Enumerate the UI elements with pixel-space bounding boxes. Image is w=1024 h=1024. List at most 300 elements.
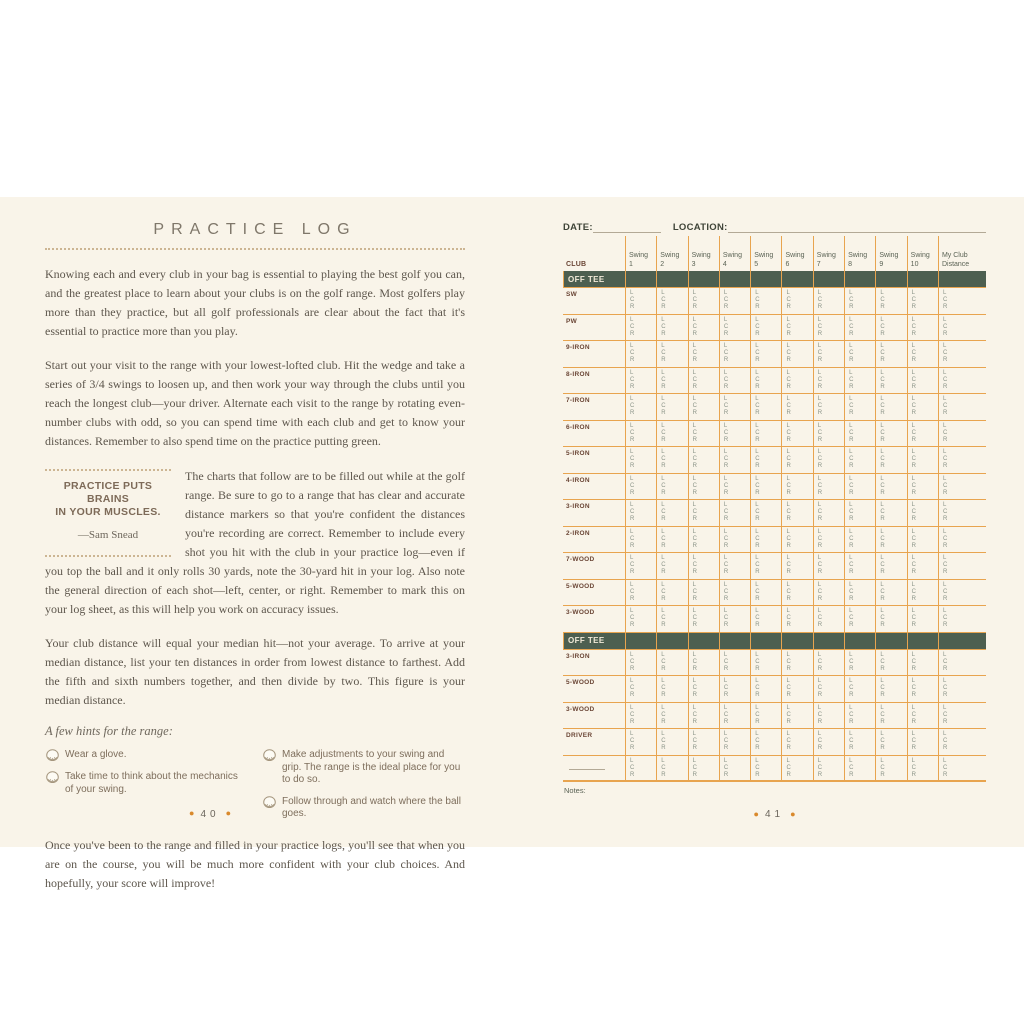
lcr-letter: R (692, 436, 697, 443)
lcr-letter: R (880, 330, 885, 337)
swing-cell (844, 729, 875, 755)
lcr-letter: R (817, 357, 823, 363)
swing-cell (844, 527, 875, 553)
lcr-letter: C (630, 323, 635, 330)
swing-cell (781, 394, 812, 420)
club-name-cell: PW (566, 317, 578, 325)
swing-cell (750, 315, 781, 341)
lcr-letter: C (880, 764, 885, 771)
lcr-letter: L (880, 651, 884, 658)
lcr-letter: L (817, 704, 822, 711)
lcr-letter: L (661, 678, 665, 684)
lcr-letter: L (849, 651, 853, 658)
lcr-letter: C (661, 456, 666, 462)
lcr-letter: C (723, 403, 729, 409)
club-name-cell: 8-IRON (566, 370, 590, 378)
lcr-letter: L (630, 502, 634, 508)
distance-cell (938, 474, 986, 500)
section-header-cell (719, 271, 750, 287)
lcr-letter: R (849, 383, 854, 390)
swing-cell (813, 580, 844, 606)
lcr-letter: L (942, 528, 947, 535)
lcr-letter: C (880, 350, 885, 356)
swing-cell (688, 341, 719, 367)
lcr-letter: R (942, 330, 948, 337)
swing-header-label: Swing (816, 252, 836, 259)
lcr-letter: R (849, 463, 854, 469)
lcr-letter: C (880, 711, 885, 718)
swing-cell (688, 703, 719, 729)
swing-cell (719, 606, 750, 632)
lcr-letter: R (849, 718, 854, 725)
swing-cell (719, 703, 750, 729)
lcr-letter: L (911, 502, 916, 508)
lcr-letter: C (723, 685, 729, 691)
distance-cell (938, 527, 986, 553)
lcr-letter: C (661, 711, 666, 718)
lcr-letter: R (661, 410, 666, 416)
lcr-letter: C (630, 615, 635, 621)
lcr-letter: R (817, 383, 823, 390)
swing-cell (688, 553, 719, 579)
swing-cell (656, 500, 687, 526)
lcr-letter: C (692, 588, 697, 595)
lcr-letter: C (630, 456, 635, 462)
lcr-letter: R (630, 330, 635, 337)
lcr-letter: R (911, 516, 917, 522)
lcr-letter: L (661, 555, 665, 561)
distance-cell (938, 421, 986, 447)
lcr-letter: L (880, 757, 884, 764)
lcr-letter: C (817, 685, 823, 691)
lcr-letter: R (786, 410, 791, 416)
lcr-letter: R (817, 718, 823, 725)
lcr-letter: C (786, 711, 791, 718)
swing-cell (719, 729, 750, 755)
lcr-letter: R (692, 463, 697, 469)
lcr-letter: C (692, 711, 697, 718)
swing-cell (750, 756, 781, 781)
lcr-letter: R (723, 357, 729, 363)
swing-cell (656, 368, 687, 394)
swing-cell (844, 447, 875, 473)
lcr-letter: C (755, 429, 760, 436)
swing-header-number: 2 (660, 260, 665, 268)
lcr-letter: R (755, 745, 760, 751)
lcr-letter: L (630, 396, 634, 402)
lcr-letter: R (880, 718, 885, 725)
lcr-letter: C (786, 588, 791, 595)
lcr-letter: L (817, 475, 822, 482)
hints-intro: A few hints for the range: (45, 724, 173, 738)
lcr-letter: R (880, 745, 885, 751)
lcr-letter: L (661, 757, 665, 764)
section-header-cell (688, 633, 719, 649)
lcr-letter: C (786, 509, 791, 515)
lcr-letter: R (942, 665, 948, 672)
lcr-letter: R (630, 436, 635, 443)
lcr-letter: C (911, 297, 917, 303)
lcr-letter: L (911, 422, 916, 429)
lcr-letter: C (723, 429, 729, 436)
distance-header (938, 236, 986, 271)
lcr-letter: R (661, 516, 666, 522)
hint-text: Wear a glove. (65, 749, 127, 760)
swing-cell (781, 341, 812, 367)
lcr-letter: R (942, 489, 948, 496)
lcr-letter: C (755, 297, 760, 303)
distance-cell (938, 341, 986, 367)
swing-cell (781, 447, 812, 473)
swing-cell (813, 606, 844, 632)
lcr-letter: L (942, 290, 947, 296)
swing-cell (688, 421, 719, 447)
swing-cell (907, 394, 938, 420)
lcr-letter: R (630, 489, 635, 496)
hint-text: Take time to think about the mechanics of your swing. (65, 771, 238, 795)
lcr-letter: L (880, 704, 884, 711)
lcr-letter: R (755, 771, 760, 778)
lcr-letter: R (942, 516, 948, 522)
lcr-letter: C (786, 658, 791, 665)
lcr-letter: R (630, 771, 635, 778)
lcr-letter: L (911, 581, 916, 588)
lcr-letter: C (911, 711, 917, 718)
swing-cell (625, 474, 656, 500)
swing-cell (844, 315, 875, 341)
lcr-letter: C (911, 764, 917, 771)
lcr-letter: R (786, 745, 791, 751)
lcr-letter: R (786, 436, 791, 443)
section-header-cell (625, 271, 656, 287)
swing-header (781, 236, 812, 271)
swing-cell (875, 756, 906, 781)
lcr-letter: L (942, 757, 947, 764)
distance-cell (938, 394, 986, 420)
lcr-letter: C (692, 764, 697, 771)
swing-cell (781, 729, 812, 755)
lcr-letter: L (817, 757, 822, 764)
lcr-letter: R (661, 692, 666, 698)
lcr-letter: R (692, 489, 697, 496)
lcr-letter: R (786, 330, 791, 337)
location-blank-line (728, 222, 986, 233)
lcr-letter: R (630, 357, 635, 363)
lcr-letter: R (911, 718, 917, 725)
swing-cell (907, 421, 938, 447)
lcr-letter: C (817, 615, 823, 621)
lcr-letter: R (723, 436, 729, 443)
distance-cell (938, 368, 986, 394)
lcr-letter: C (880, 297, 885, 303)
swing-cell (844, 606, 875, 632)
lcr-letter: L (630, 343, 634, 349)
lcr-letter: L (786, 757, 790, 764)
lcr-letter: L (849, 502, 853, 508)
swing-cell (844, 341, 875, 367)
swing-header-number: 7 (816, 260, 821, 268)
lcr-letter: L (880, 316, 884, 323)
lcr-letter: C (942, 350, 948, 356)
swing-cell (813, 394, 844, 420)
lcr-letter: R (911, 569, 917, 575)
lcr-letter: C (692, 376, 697, 383)
lcr-letter: L (817, 555, 822, 561)
lcr-letter: L (723, 651, 728, 658)
lcr-letter: R (880, 771, 885, 778)
lcr-letter: C (661, 764, 666, 771)
swing-cell (907, 368, 938, 394)
swing-cell (875, 474, 906, 500)
lcr-letter: C (723, 323, 729, 330)
lcr-letter: L (755, 608, 759, 614)
lcr-letter: C (942, 403, 948, 409)
swing-cell (688, 368, 719, 394)
lcr-letter: R (849, 665, 854, 672)
swing-cell (750, 500, 781, 526)
lcr-letter: L (786, 555, 790, 561)
swing-cell (907, 527, 938, 553)
lcr-letter: C (786, 429, 791, 436)
lcr-letter: L (723, 731, 728, 737)
lcr-letter: R (692, 542, 697, 549)
club-row (563, 315, 986, 342)
swing-cell (656, 447, 687, 473)
lcr-letter: L (849, 290, 853, 296)
swing-cell (875, 288, 906, 314)
lcr-letter: C (692, 429, 697, 436)
page-number-value: 40 (200, 809, 220, 820)
swing-cell (719, 676, 750, 702)
lcr-letter: C (692, 456, 697, 462)
lcr-letter: R (692, 357, 697, 363)
distance-cell (938, 703, 986, 729)
swing-cell (625, 288, 656, 314)
lcr-letter: C (630, 429, 635, 436)
swing-cell (813, 341, 844, 367)
swing-cell (844, 650, 875, 676)
lcr-letter: L (942, 731, 947, 737)
lcr-letter: R (849, 692, 854, 698)
club-name-cell: 7-WOOD (566, 556, 595, 563)
lcr-letter: L (692, 757, 696, 764)
lcr-letter: C (817, 429, 823, 436)
lcr-letter: C (817, 711, 823, 718)
lcr-letter: C (880, 685, 885, 691)
swing-cell (781, 676, 812, 702)
club-name-cell: 5-WOOD (566, 582, 595, 590)
lcr-letter: R (723, 304, 729, 310)
lcr-letter: L (911, 678, 916, 684)
lcr-letter: L (692, 678, 696, 684)
table-header-row (563, 236, 986, 271)
lcr-letter: C (911, 615, 917, 621)
lcr-letter: R (723, 745, 729, 751)
lcr-letter: R (817, 304, 823, 310)
lcr-letter: C (661, 562, 666, 568)
lcr-letter: L (692, 502, 696, 508)
lcr-letter: R (723, 771, 729, 778)
lcr-letter: R (692, 383, 697, 390)
lcr-letter: C (786, 376, 791, 383)
lcr-letter: L (880, 731, 884, 737)
swing-cell (844, 580, 875, 606)
lcr-letter: R (817, 595, 823, 602)
lcr-letter: L (692, 343, 696, 349)
lcr-letter: C (817, 456, 823, 462)
distance-cell (938, 650, 986, 676)
club-row (563, 703, 986, 730)
section-header-cell (907, 633, 938, 649)
lcr-letter: L (661, 704, 665, 711)
section-header-cell (688, 271, 719, 287)
lcr-letter: L (661, 608, 665, 614)
swing-cell (813, 288, 844, 314)
lcr-letter: C (786, 482, 791, 489)
lcr-letter: C (942, 297, 948, 303)
lcr-letter: L (911, 343, 916, 349)
lcr-letter: L (723, 316, 728, 323)
lcr-letter: C (817, 323, 823, 330)
lcr-letter: L (911, 528, 916, 535)
swing-header-label: Swing (879, 252, 899, 259)
lcr-letter: R (755, 383, 760, 390)
lcr-letter: R (942, 692, 948, 698)
swing-cell (625, 606, 656, 632)
lcr-letter: L (911, 369, 916, 376)
swing-cell (781, 315, 812, 341)
swing-cell (625, 421, 656, 447)
swing-header (875, 236, 906, 271)
lcr-letter: C (817, 350, 823, 356)
lcr-letter: C (849, 429, 854, 436)
lcr-letter: L (880, 475, 884, 482)
lcr-letter: L (723, 396, 728, 402)
right-page (563, 219, 986, 795)
lcr-letter: L (755, 369, 759, 376)
swing-cell (813, 756, 844, 781)
lcr-letter: C (849, 685, 854, 691)
distance-cell (938, 315, 986, 341)
lcr-letter: C (911, 588, 917, 595)
section-header-cell (656, 271, 687, 287)
swing-cell (907, 288, 938, 314)
practice-table (563, 236, 986, 782)
lcr-letter: L (755, 704, 759, 711)
lcr-letter: R (817, 745, 823, 751)
lcr-letter: R (942, 357, 948, 363)
lcr-letter: C (723, 588, 729, 595)
lcr-letter: R (692, 745, 697, 751)
lcr-letter: L (723, 757, 728, 764)
lcr-letter: C (692, 685, 697, 691)
club-row (563, 756, 986, 783)
swing-cell (688, 580, 719, 606)
lcr-letter: C (786, 615, 791, 621)
distance-cell (938, 447, 986, 473)
lcr-letter: C (911, 562, 917, 568)
section-header-label: OFF TEE (563, 271, 625, 287)
club-row (563, 474, 986, 501)
swing-cell (907, 729, 938, 755)
distance-cell (938, 729, 986, 755)
lcr-letter: L (755, 290, 759, 296)
swing-cell (813, 729, 844, 755)
swing-cell (719, 650, 750, 676)
lcr-letter: R (880, 304, 885, 310)
section-header-row (563, 633, 986, 650)
lcr-letter: L (692, 449, 696, 455)
lcr-letter: R (692, 516, 697, 522)
swing-cell (656, 703, 687, 729)
lcr-letter: C (911, 350, 917, 356)
lcr-letter: R (630, 745, 635, 751)
lcr-letter: C (786, 562, 791, 568)
paragraph-with-quote (45, 467, 465, 619)
swing-cell (875, 341, 906, 367)
lcr-letter: C (849, 323, 854, 330)
lcr-letter: C (723, 535, 729, 542)
lcr-letter: L (817, 651, 822, 658)
lcr-letter: L (786, 449, 790, 455)
lcr-letter: C (630, 764, 635, 771)
lcr-letter: C (630, 685, 635, 691)
swing-cell (719, 394, 750, 420)
lcr-letter: L (942, 555, 947, 561)
lcr-letter: L (692, 704, 696, 711)
lcr-letter: R (755, 304, 760, 310)
swing-cell (656, 474, 687, 500)
lcr-letter: R (755, 489, 760, 496)
section-header-cell (938, 633, 986, 649)
section-header-cell (813, 271, 844, 287)
lcr-letter: L (817, 608, 822, 614)
club-header: CLUB (566, 260, 587, 268)
lcr-letter: C (942, 685, 948, 691)
lcr-letter: R (911, 595, 917, 602)
quote-line-2: IN YOUR MUSCLES. (55, 506, 161, 518)
lcr-letter: L (786, 608, 790, 614)
distance-header-line1: My Club (941, 252, 968, 259)
lcr-letter: L (849, 581, 853, 588)
lcr-letter: L (817, 502, 822, 508)
lcr-letter: C (661, 376, 666, 383)
blank-club-line (569, 769, 605, 770)
swing-cell (625, 500, 656, 526)
lcr-letter: C (755, 376, 760, 383)
distance-cell (938, 606, 986, 632)
lcr-letter: R (817, 771, 823, 778)
swing-cell (625, 650, 656, 676)
lcr-letter: L (723, 369, 728, 376)
lcr-letter: R (661, 569, 666, 575)
lcr-letter: L (755, 555, 759, 561)
lcr-letter: L (849, 475, 853, 482)
swing-cell (875, 650, 906, 676)
lcr-letter: R (911, 463, 917, 469)
lcr-letter: L (849, 422, 853, 429)
lcr-letter: R (630, 665, 635, 672)
lcr-letter: R (880, 569, 885, 575)
swing-cell (875, 447, 906, 473)
lcr-letter: L (755, 316, 759, 323)
lcr-letter: L (692, 651, 696, 658)
lcr-letter: C (942, 482, 948, 489)
lcr-letter: C (692, 562, 697, 568)
swing-cell (813, 447, 844, 473)
lcr-letter: C (849, 588, 854, 595)
lcr-letter: R (817, 569, 823, 575)
